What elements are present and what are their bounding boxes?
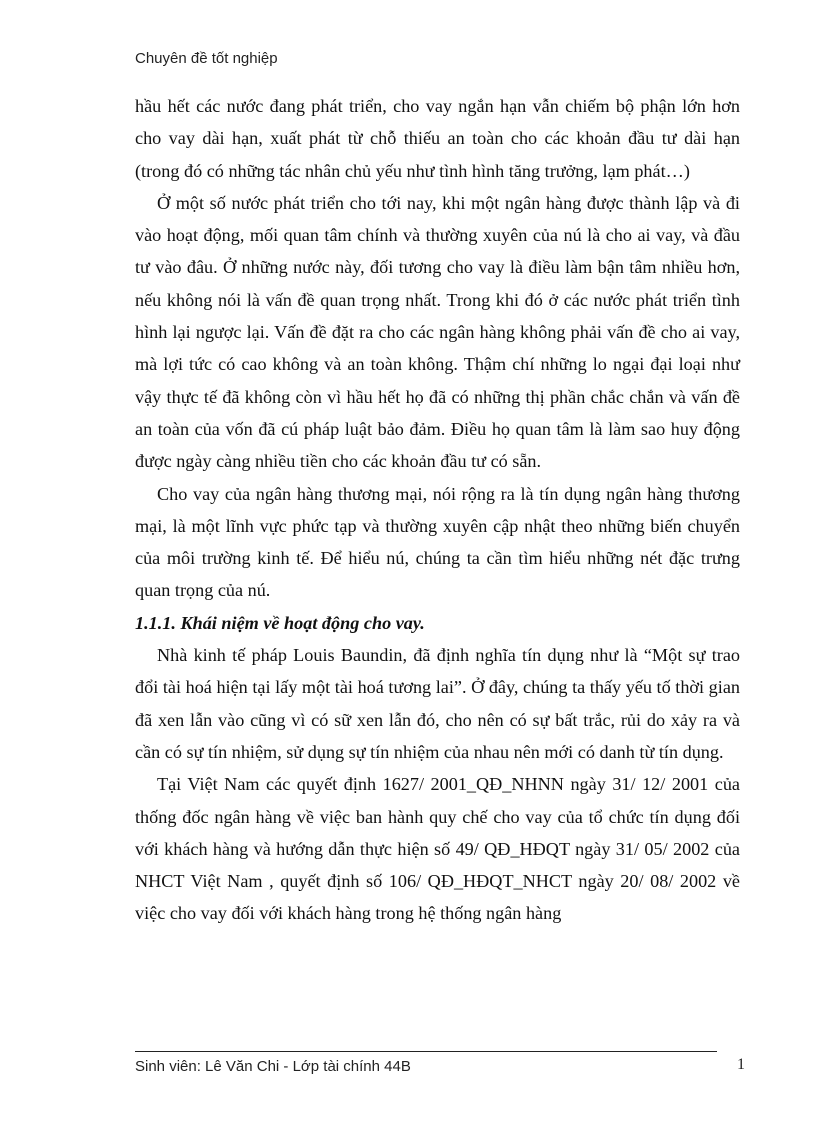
page-header: Chuyên đề tốt nghiệp bbox=[135, 50, 278, 67]
document-body bbox=[135, 90, 740, 930]
paragraph-1: hầu hết các nước đang phát triển, cho vay ngắn hạn vẫn chiếm bộ phận lớn hơn cho vay dài hạn, xuất phát từ chỗ thiếu an toàn cho các khoản đầu tư dài hạn (trong đó có những tác nhân chủ yếu như tình hình tăng trưởng, lạm phát…) bbox=[135, 96, 740, 181]
paragraph-5: Tại Việt Nam các quyết định 1627/ 2001_QĐ_NHNN ngày 31/ 12/ 2001 của thống đốc ngân hàng về việc ban hành quy chế cho vay của tổ chức tín dụng đối với khách hàng và hướng dẫn thực hiện số 49/ QĐ_HĐQT ngày 31/ 05/ 2002 của NHCT Việt Nam , quyết định số 106/ QĐ_HĐQT_NHCT ngày 20/ 08/ 2002 về việc cho vay đối với khách hàng trong hệ thống ngân hàng bbox=[135, 774, 740, 924]
paragraph-4: Nhà kinh tế pháp Louis Baundin, đã định nghĩa tín dụng như là “Một sự trao đổi tài hoá hiện tại lấy một tài hoá tương lai”. Ở đây, chúng ta thấy yếu tố thời gian đã xen lẫn vào cũng vì có sữ xen lẫn đó, cho nên có sự bất trắc, rủi do xảy ra và cần có sự tín nhiệm, sử dụng sự tín nhiệm của nhau nên mới có danh từ tín dụng. bbox=[135, 645, 740, 762]
paragraph-3: Cho vay của ngân hàng thương mại, nói rộng ra là tín dụng ngân hàng thương mại, là một lĩnh vực phức tạp và thường xuyên cập nhật theo những biến chuyển của môi trường kinh tế. Để hiểu nú, chúng ta cần tìm hiểu những nét đặc trưng quan trọng của nú. bbox=[135, 483, 740, 601]
paragraph-2: Ở một số nước phát triển cho tới nay, khi một ngân hàng được thành lập và đi vào hoạt động, mối quan tâm chính và thường xuyên của nú là cho ai vay, và đầu tư vào đâu. Ở những nước này, đối tương cho vay là điều làm bận tâm nhiều hơn, nếu không nói là vấn đề quan trọng nhất. Trong khi đó ở các nước phát triển tình hình lại ngược lại. Vấn đề đặt ra cho các ngân hàng không phải vấn đề cho ai vay, mà lợi tức có cao không và an toàn không. Thậm chí những lo ngại đại loại như vậy thực tế đã không còn vì hầu hết họ đã có những thị phần chắc chắn và vấn đề an toàn của vốn đã cú pháp luật bảo đảm. Điều họ quan tâm là làm sao huy động được ngày càng nhiều tiền cho các khoản đầu tư có sẵn. bbox=[135, 192, 740, 472]
section-heading: 1.1.1. Khái niệm về hoạt động cho vay. bbox=[135, 612, 425, 633]
footer-divider bbox=[135, 1051, 717, 1052]
page-number: 1 bbox=[737, 1056, 745, 1073]
page-footer: Sinh viên: Lê Văn Chi - Lớp tài chính 44B bbox=[135, 1058, 411, 1075]
